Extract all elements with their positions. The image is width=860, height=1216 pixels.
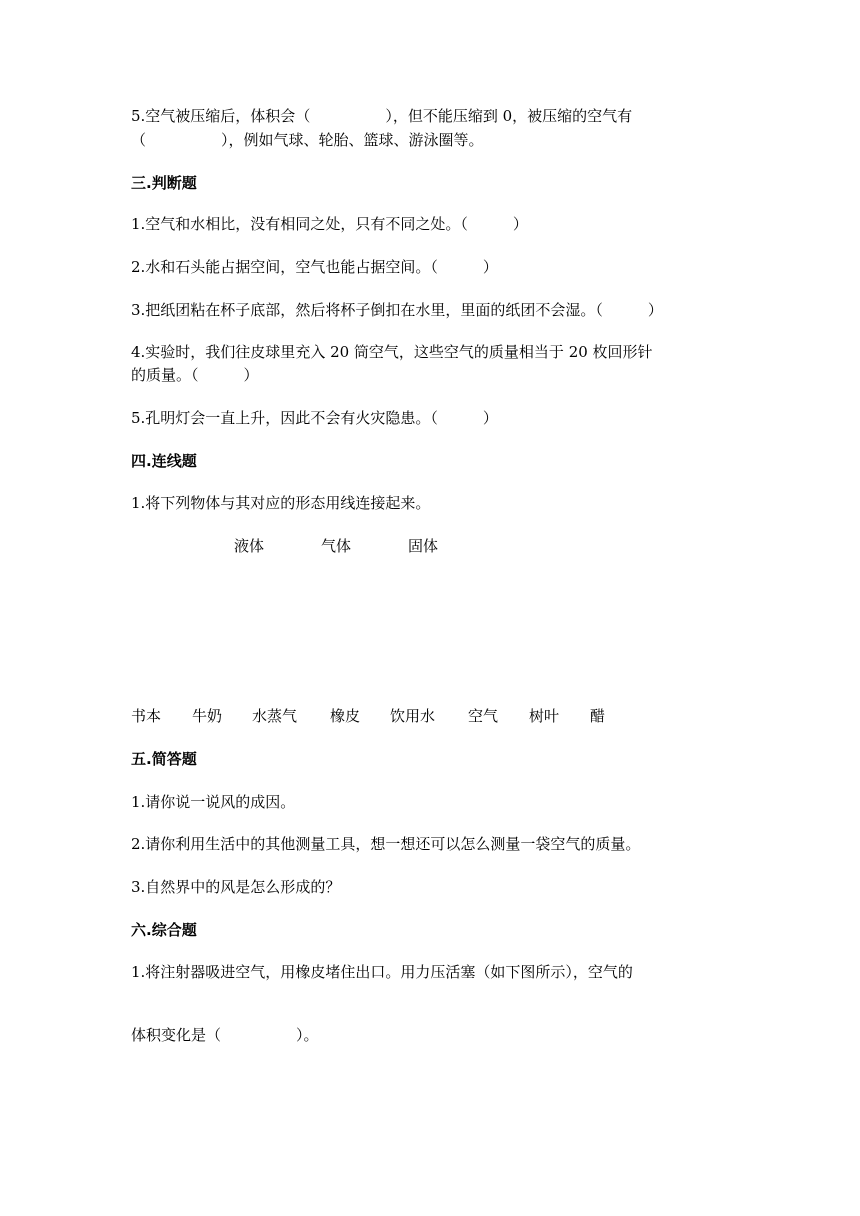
object-water-vapor: 水蒸气 xyxy=(252,707,298,725)
object-air: 空气 xyxy=(468,707,499,725)
section-title-short-answer: 五.简答题 xyxy=(131,750,197,768)
object-leaf: 树叶 xyxy=(529,707,560,725)
judgement-item-4-line2: 的质量。（ ） xyxy=(131,366,259,384)
section-title-matching: 四.连线题 xyxy=(131,452,197,470)
object-labels xyxy=(0,704,860,728)
object-drinking-water: 饮用水 xyxy=(390,707,436,725)
judgement-item-1: 1.空气和水相比，没有相同之处，只有不同之处。（ ） xyxy=(131,215,528,233)
judgement-item-2: 2.水和石头能占据空间，空气也能占据空间。（ ） xyxy=(131,258,498,276)
fill-question-5-line2: （ ），例如气球、轮胎、篮球、游泳圈等。 xyxy=(131,131,484,149)
comprehensive-question-1-line2: 体积变化是（ ）。 xyxy=(131,1026,319,1044)
section-title-judgement: 三.判断题 xyxy=(131,174,197,192)
judgement-item-3: 3.把纸团粘在杯子底部，然后将杯子倒扣在水里，里面的纸团不会湿。（ ） xyxy=(131,301,663,319)
judgement-item-4-line1: 4.实验时，我们往皮球里充入 20 筒空气，这些空气的质量相当于 20 枚回形针 xyxy=(131,343,653,361)
short-answer-item-2: 2.请你利用生活中的其他测量工具，想一想还可以怎么测量一袋空气的质量。 xyxy=(131,835,641,853)
object-eraser: 橡皮 xyxy=(330,707,361,725)
comprehensive-question-1-line1: 1.将注射器吸进空气，用橡皮堵住出口。用力压活塞（如下图所示），空气的 xyxy=(131,963,633,981)
fill-question-5-line1: 5.空气被压缩后，体积会（ ），但不能压缩到 0，被压缩的空气有 xyxy=(131,107,633,125)
state-solid: 固体 xyxy=(408,537,439,555)
section-title-comprehensive: 六.综合题 xyxy=(131,921,197,939)
object-vinegar: 醋 xyxy=(590,707,606,725)
state-labels xyxy=(0,534,860,558)
state-liquid: 液体 xyxy=(234,537,265,555)
object-book: 书本 xyxy=(131,707,162,725)
short-answer-item-3: 3.自然界中的风是怎么形成的？ xyxy=(131,878,341,896)
short-answer-item-1: 1.请你说一说风的成因。 xyxy=(131,793,296,811)
state-gas: 气体 xyxy=(321,537,352,555)
object-milk: 牛奶 xyxy=(192,707,223,725)
matching-question-1: 1.将下列物体与其对应的形态用线连接起来。 xyxy=(131,494,431,512)
judgement-item-5: 5.孔明灯会一直上升，因此不会有火灾隐患。（ ） xyxy=(131,409,498,427)
